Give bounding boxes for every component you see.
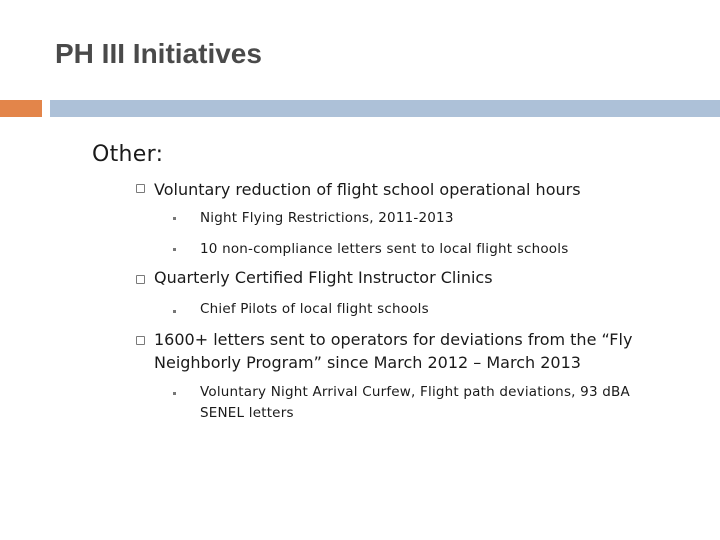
section-heading: Other: — [92, 142, 164, 167]
list-item-3-line-2: Neighborly Program” since March 2012 – March 2013 — [154, 353, 581, 372]
small-bullet-icon — [173, 217, 176, 220]
accent-bar-orange — [0, 100, 42, 117]
sub-item-1-1: Night Flying Restrictions, 2011-2013 — [200, 210, 454, 226]
square-bullet-icon — [136, 336, 145, 345]
slide-title: PH III Initiatives — [55, 38, 262, 69]
sub-item-3-1-line-1: Voluntary Night Arrival Curfew, Flight path deviations, 93 dBA — [200, 384, 630, 400]
list-item-3-line-1: 1600+ letters sent to operators for deviations from the “Fly — [154, 330, 633, 349]
list-item-1: Voluntary reduction of flight school operational hours — [154, 180, 581, 199]
sub-item-3-1-line-2: SENEL letters — [200, 405, 294, 421]
list-item-2: Quarterly Certified Flight Instructor Clinics — [154, 268, 493, 287]
square-bullet-icon — [136, 184, 145, 193]
small-bullet-icon — [173, 310, 176, 313]
small-bullet-icon — [173, 392, 176, 395]
sub-item-2-1: Chief Pilots of local flight schools — [200, 301, 429, 317]
accent-bar-blue — [50, 100, 720, 117]
square-bullet-icon — [136, 275, 145, 284]
small-bullet-icon — [173, 248, 176, 251]
sub-item-1-2: 10 non-compliance letters sent to local flight schools — [200, 241, 569, 257]
